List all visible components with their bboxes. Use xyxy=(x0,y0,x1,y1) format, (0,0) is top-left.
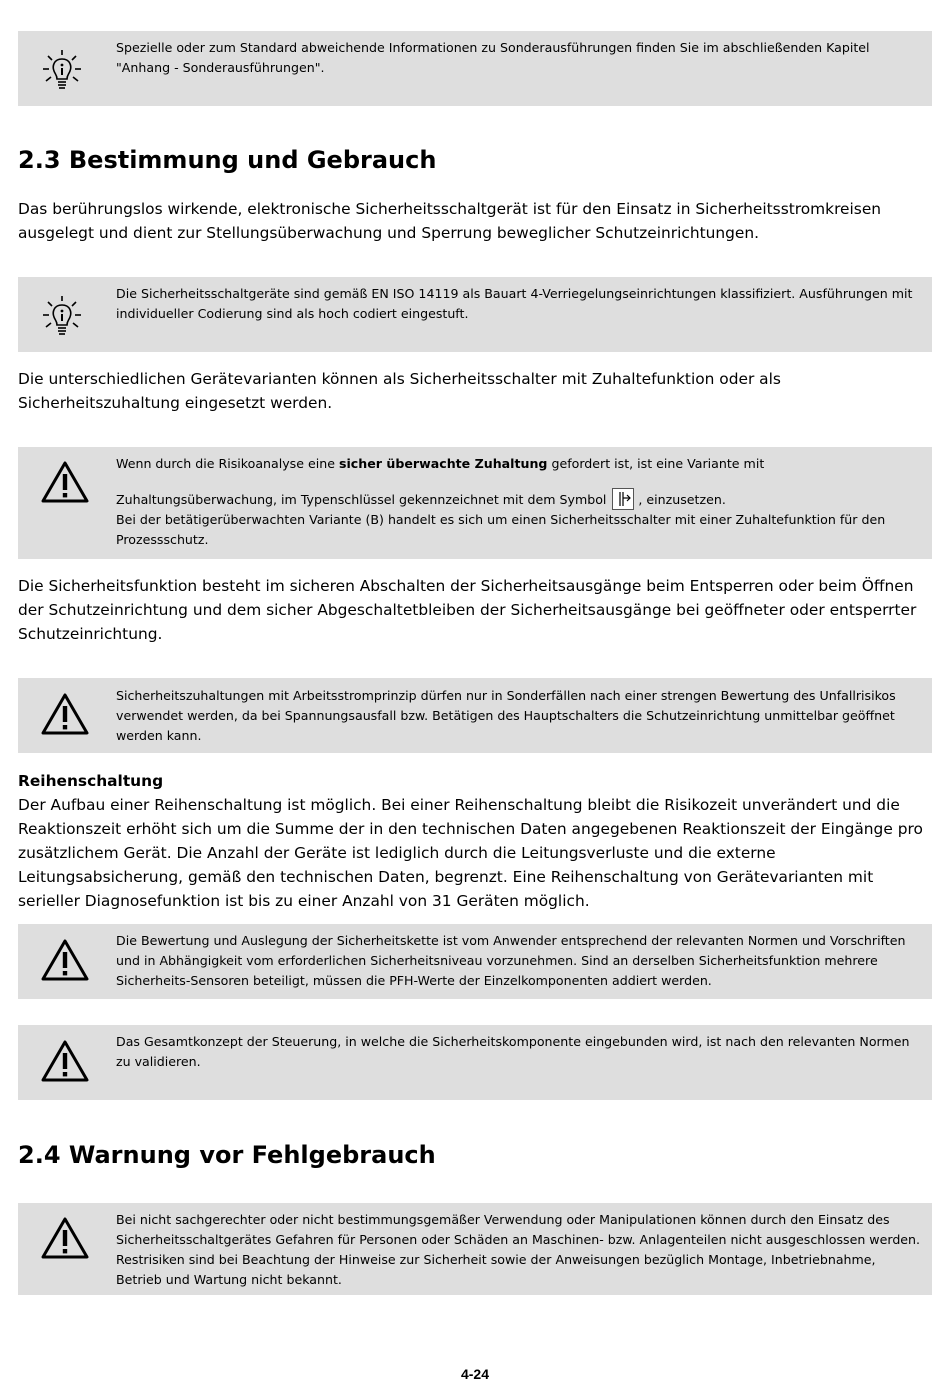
warning-text: Das Gesamtkonzept der Steuerung, in welche die Sicherheitskomponente eingebunden wird, ist nach den relevanten Normen zu validieren. xyxy=(116,1034,910,1069)
warning-text: Wenn durch die Risikoanalyse eine xyxy=(116,456,339,471)
lightbulb-info-icon xyxy=(40,294,84,338)
paragraph-variants: Die unterschiedlichen Gerätevarianten können als Sicherheitsschalter mit Zuhaltefunktion oder als Sicherheitszuhaltung eingesetzt werden. xyxy=(18,370,781,412)
warning-safety-chain xyxy=(18,924,932,999)
warning-triangle-icon xyxy=(40,460,90,504)
lightbulb-info-icon xyxy=(40,48,84,92)
warning-line-2 xyxy=(116,488,922,510)
info-note-iso xyxy=(18,277,932,352)
warning-text: Sicherheitszuhaltungen mit Arbeitsstromprinzip dürfen nur in Sonderfällen nach einer strengen Bewertung des Unfallrisikos verwendet werden, da bei Spannungsausfall bzw. Betätigen des Hauptschalters die Schutzeinrichtung unmittelbar geöffnet werden kann. xyxy=(116,688,896,743)
warning-text: Zuhaltungsüberwachung, im Typenschlüssel gekennzeichnet mit dem Symbol xyxy=(116,492,607,507)
page-number: 4-24 xyxy=(460,1366,490,1382)
info-note-text: Die Sicherheitsschaltgeräte sind gemäß EN ISO 14119 als Bauart 4-Verriegelungseinrichtungen klassifiziert. Ausführungen mit individueller Codierung sind als hoch codiert eingestuft. xyxy=(116,286,913,321)
paragraph-purpose: Das berührungslos wirkende, elektronische Sicherheitsschaltgerät ist für den Einsatz in Sicherheitsstromkreisen ausgelegt und dient zur Stellungsüberwachung und Sperrung beweglicher Schutzeinrichtungen. xyxy=(18,200,882,242)
warning-triangle-icon xyxy=(40,938,90,982)
warning-text: , einzusetzen. xyxy=(638,492,726,507)
warning-locking-monitoring xyxy=(18,447,932,559)
warning-text: Die Bewertung und Auslegung der Sicherheitskette ist vom Anwender entsprechend der relevanten Normen und Vorschriften und in Abhängigkeit vom erforderlichen Sicherheitsniveau vorzunehmen. Sind an derselben Sicherheitsfunktion mehrere Sicherheits-Sensoren beteiligt, müssen die PFH-Werte der Einzelkomponenten addiert werden. xyxy=(116,933,906,988)
warning-line-3: Bei der betätigerüberwachten Variante (B) handelt es sich um einen Sicherheitsschalter mit einer Zuhaltefunktion für den Prozessschutz. xyxy=(116,512,886,547)
section-heading-2-3: 2.3 Bestimmung und Gebrauch xyxy=(18,146,437,174)
subheading-series-connection: Reihenschaltung xyxy=(18,772,164,790)
warning-text: gefordert ist, ist eine Variante mit xyxy=(547,456,765,471)
info-note-special xyxy=(18,31,932,106)
lock-monitoring-symbol-icon xyxy=(612,488,634,510)
info-note-text: Spezielle oder zum Standard abweichende Informationen zu Sonderausführungen finden Sie im abschließenden Kapitel "Anhang - Sonderausführungen". xyxy=(116,40,870,75)
warning-triangle-icon xyxy=(40,1216,90,1260)
paragraph-series-connection: Der Aufbau einer Reihenschaltung ist möglich. Bei einer Reihenschaltung bleibt die Risikozeit unverändert und die Reaktionszeit erhöht sich um die Summe der in den technischen Daten angegebenen Reaktionszeit der Eingänge pro zusätzlichem Gerät. Die Anzahl der Geräte ist lediglich durch die Leitungsverluste und die externe Leitungsabsicherung, gemäß den technischen Daten, begrenzt. Eine Reihenschaltung von Gerätevarianten mit serieller Diagnosefunktion ist bis zu einer Anzahl von 31 Geräten möglich. xyxy=(18,796,923,910)
section-heading-2-4: 2.4 Warnung vor Fehlgebrauch xyxy=(18,1141,436,1169)
warning-misuse xyxy=(18,1203,932,1295)
warning-line-1 xyxy=(116,454,922,474)
warning-triangle-icon xyxy=(40,1039,90,1083)
warning-text: Bei nicht sachgerechter oder nicht bestimmungsgemäßer Verwendung oder Manipulationen können durch den Einsatz des Sicherheitsschaltgerätes Gefahren für Personen oder Schäden an Maschinen- bzw. Anlagenteilen nicht ausgeschlossen werden. Restrisiken sind bei Beachtung der Hinweise zur Sicherheit sowie der Anweisungen bezüglich Montage, Inbetriebnahme, Betrieb und Wartung nicht bekannt. xyxy=(116,1212,921,1287)
warning-triangle-icon xyxy=(40,692,90,736)
warning-working-current xyxy=(18,678,932,753)
warning-validation xyxy=(18,1025,932,1100)
warning-bold-text: sicher überwachte Zuhaltung xyxy=(338,456,548,471)
paragraph-safety-function: Die Sicherheitsfunktion besteht im sicheren Abschalten der Sicherheitsausgänge beim Entsperren oder beim Öffnen der Schutzeinrichtung und dem sicher Abgeschaltetbleiben der Sicherheitsausgänge bei geöffneter oder entsperrter Schutzeinrichtung. xyxy=(18,577,917,643)
